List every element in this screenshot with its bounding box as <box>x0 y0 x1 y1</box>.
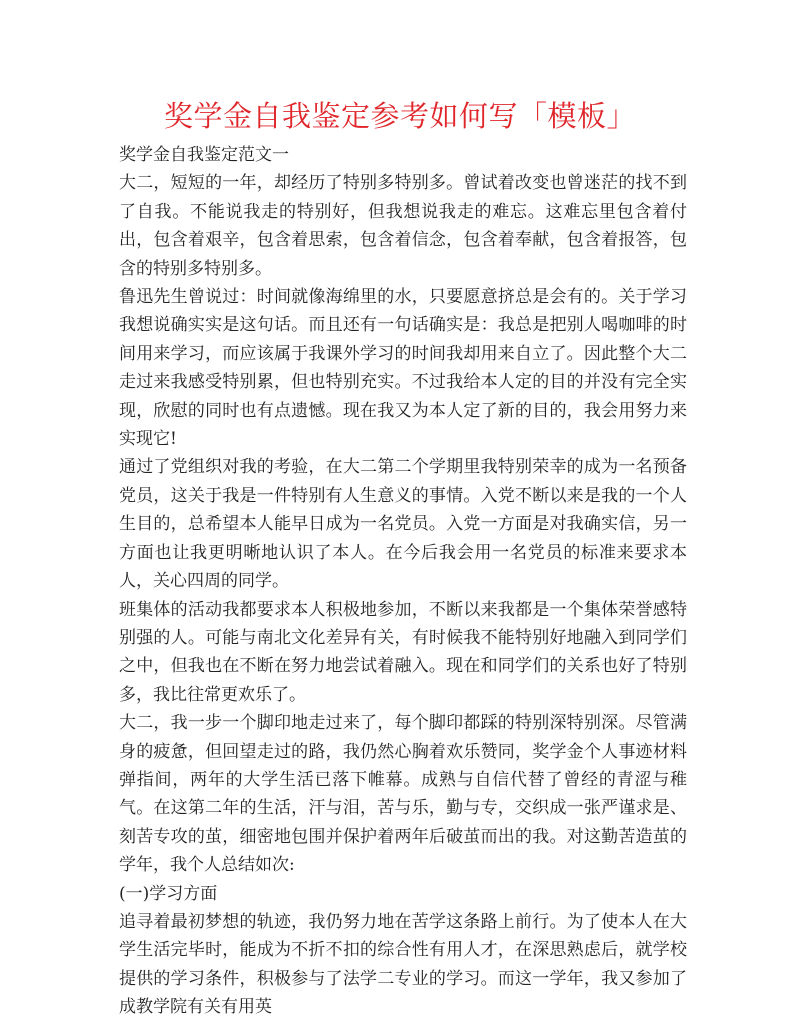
paragraph: 班集体的活动我都要求本人积极地参加，不断以来我都是一个集体荣誉感特别强的人。可能与南北文化差异有关，有时候我不能特别好地融入到同学们之中，但我也在不断在努力地尝试着融入。现在和同学们的关系也好了特别多，我比往常更欢乐了。 <box>119 599 687 705</box>
document-title: 奖学金自我鉴定参考如何写「模板」 <box>163 99 636 133</box>
paragraph: 大二，短短的一年，却经历了特别多特别多。曾试着改变也曾迷茫的找不到了自我。不能说我走的特别好，但我想说我走的难忘。这难忘里包含着付出，包含着艰辛，包含着思索，包含着信念，包含着奉献，包含着报答，包含的特别多特别多。 <box>119 173 687 279</box>
document-body <box>119 141 687 1022</box>
paragraph: 追寻着最初梦想的轨迹，我仍努力地在苦学这条路上前行。为了使本人在大学生活完毕时，能成为不折不扣的综合性有用人才，在深思熟虑后，就学校提供的学习条件，积极参与了法学二专业的学习。而这一学年，我又参加了成教学院有关有用英 <box>119 911 687 1018</box>
paragraph: 通过了党组织对我的考验，在大二第二个学期里我特别荣幸的成为一名预备党员，这关于我是一件特别有人生意义的事情。入党不断以来是我的一个人生目的，总希望本人能早日成为一名党员。入党一方面是对我确实信，另一方面也让我更明晰地认识了本人。在今后我会用一名党员的标准来要求本人，关心四周的同学。 <box>119 457 687 592</box>
paragraph: 大二，我一步一个脚印地走过来了，每个脚印都踩的特别深特别深。尽管满身的疲惫，但回望走过的路，我仍然心胸着欢乐赞同，奖学金个人事迹材料弹指间，两年的大学生活已落下帷幕。成熟与自信代替了曾经的青涩与稚气。在这第二年的生活，汗与泪，苦与乐，勤与专，交织成一张严谨求是、刻苦专攻的茧，细密地包围并保护着两年后破茧而出的我。对这勤苦造茧的学年，我个人总结如次: <box>119 713 687 876</box>
paragraph: 鲁迅先生曾说过：时间就像海绵里的水，只要愿意挤总是会有的。关于学习我想说确实实是这句话。而且还有一句话确实是：我总是把别人喝咖啡的时间用来学习，而应该属于我课外学习的时间我却用来自立了。因此整个大二走过来我感受特别累，但也特别充实。不过我给本人定的目的并没有完全实现，欣慰的同时也有点遗憾。现在我又为本人定了新的目的，我会用努力来实现它! <box>119 287 687 450</box>
section-heading: (一)学习方面 <box>119 883 218 904</box>
section-subtitle: 奖学金自我鉴定范文一 <box>119 145 289 165</box>
